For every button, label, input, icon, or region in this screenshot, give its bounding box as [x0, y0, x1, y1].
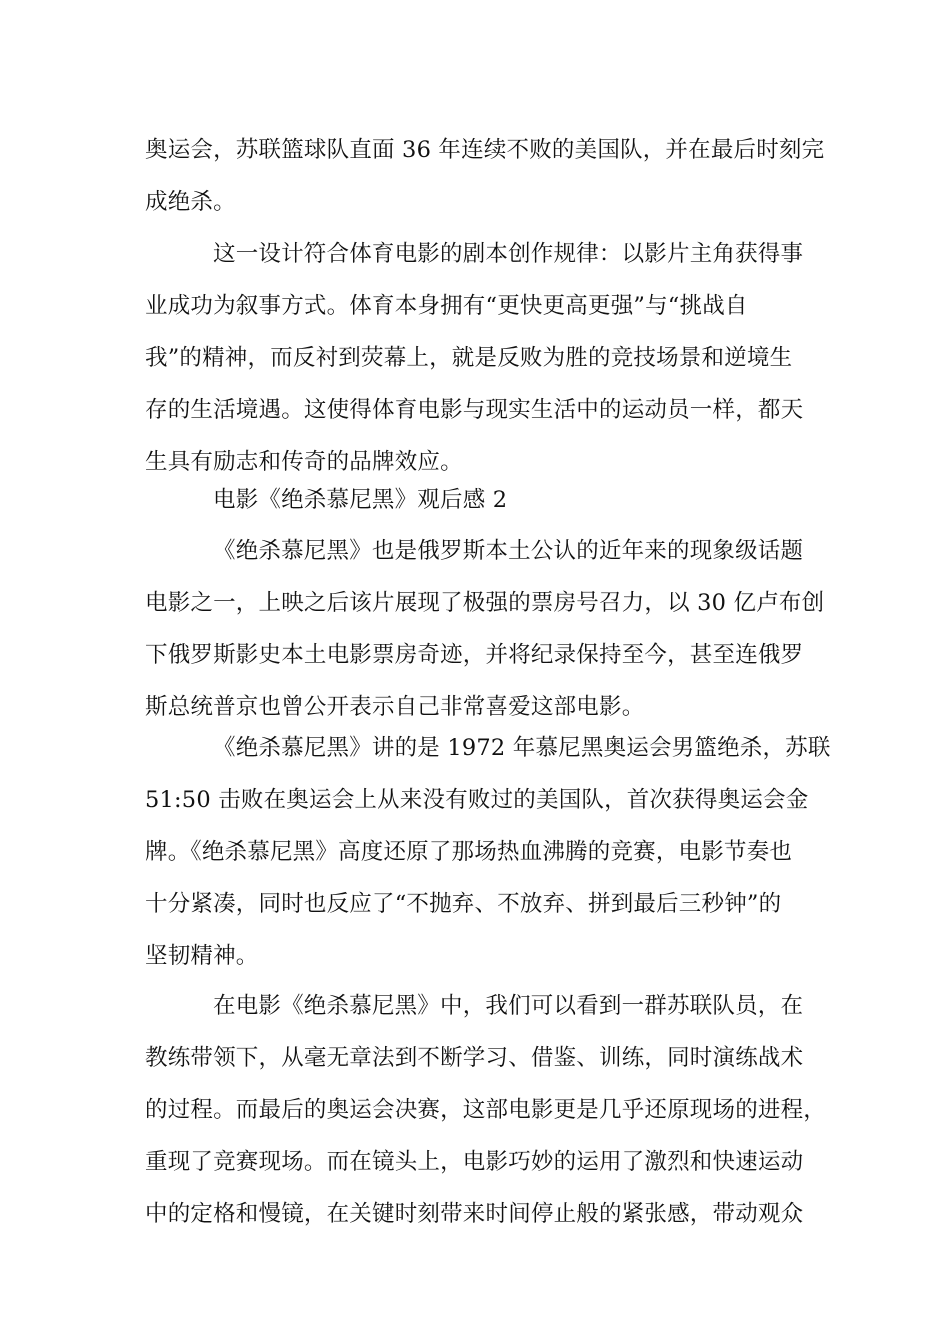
text-line: 成绝杀。 — [145, 189, 236, 215]
text-line: 我”的精神，而反衬到荧幕上，就是反败为胜的竞技场景和逆境生 — [145, 345, 793, 371]
text-line: 电影之一，上映之后该片展现了极强的票房号召力，以 30 亿卢布创 — [145, 590, 825, 616]
text-line: 业成功为叙事方式。体育本身拥有“更快更高更强”与“挑战自 — [145, 293, 748, 319]
text-line: 十分紧凑，同时也反应了“不抛弃、不放弃、拼到最后三秒钟”的 — [145, 891, 782, 917]
text-line: 《绝杀慕尼黑》讲的是 1972 年慕尼黑奥运会男篮绝杀，苏联 — [213, 735, 831, 761]
text-line: 坚韧精神。 — [145, 943, 259, 969]
text-line: 斯总统普京也曾公开表示自己非常喜爱这部电影。 — [145, 694, 645, 720]
text-line: 教练带领下，从毫无章法到不断学习、借鉴、训练，同时演练战术 — [145, 1045, 804, 1071]
text-line: 奥运会，苏联篮球队直面 36 年连续不败的美国队，并在最后时刻完 — [145, 137, 825, 163]
text-line: 牌。《绝杀慕尼黑》高度还原了那场热血沸腾的竞赛，电影节奏也 — [145, 839, 793, 865]
text-line: 存的生活境遇。这使得体育电影与现实生活中的运动员一样，都天 — [145, 397, 804, 423]
heading-line: 电影《绝杀慕尼黑》观后感 2 — [213, 487, 508, 513]
text-line: 这一设计符合体育电影的剧本创作规律：以影片主角获得事 — [213, 241, 804, 267]
text-line: 重现了竞赛现场。而在镜头上，电影巧妙的运用了激烈和快速运动 — [145, 1149, 804, 1175]
text-line: 在电影《绝杀慕尼黑》中，我们可以看到一群苏联队员，在 — [213, 993, 804, 1019]
paragraph-2 — [145, 228, 810, 488]
paragraph-4 — [145, 722, 831, 982]
text-line: 的过程。而最后的奥运会决赛，这部电影更是几乎还原现场的进程， — [145, 1097, 827, 1123]
paragraph-3 — [145, 525, 825, 733]
section-heading — [145, 474, 810, 526]
text-line: 下俄罗斯影史本土电影票房奇迹，并将纪录保持至今，甚至连俄罗 — [145, 642, 804, 668]
text-line: 51:50 击败在奥运会上从来没有败过的美国队，首次获得奥运会金 — [145, 787, 809, 813]
text-line: 中的定格和慢镜，在关键时刻带来时间停止般的紧张感，带动观众 — [145, 1201, 804, 1227]
text-line: 《绝杀慕尼黑》也是俄罗斯本土公认的近年来的现象级话题 — [213, 538, 804, 564]
paragraph-1 — [145, 124, 825, 228]
text-line: 生具有励志和传奇的品牌效应。 — [145, 449, 463, 475]
paragraph-5 — [145, 980, 827, 1240]
